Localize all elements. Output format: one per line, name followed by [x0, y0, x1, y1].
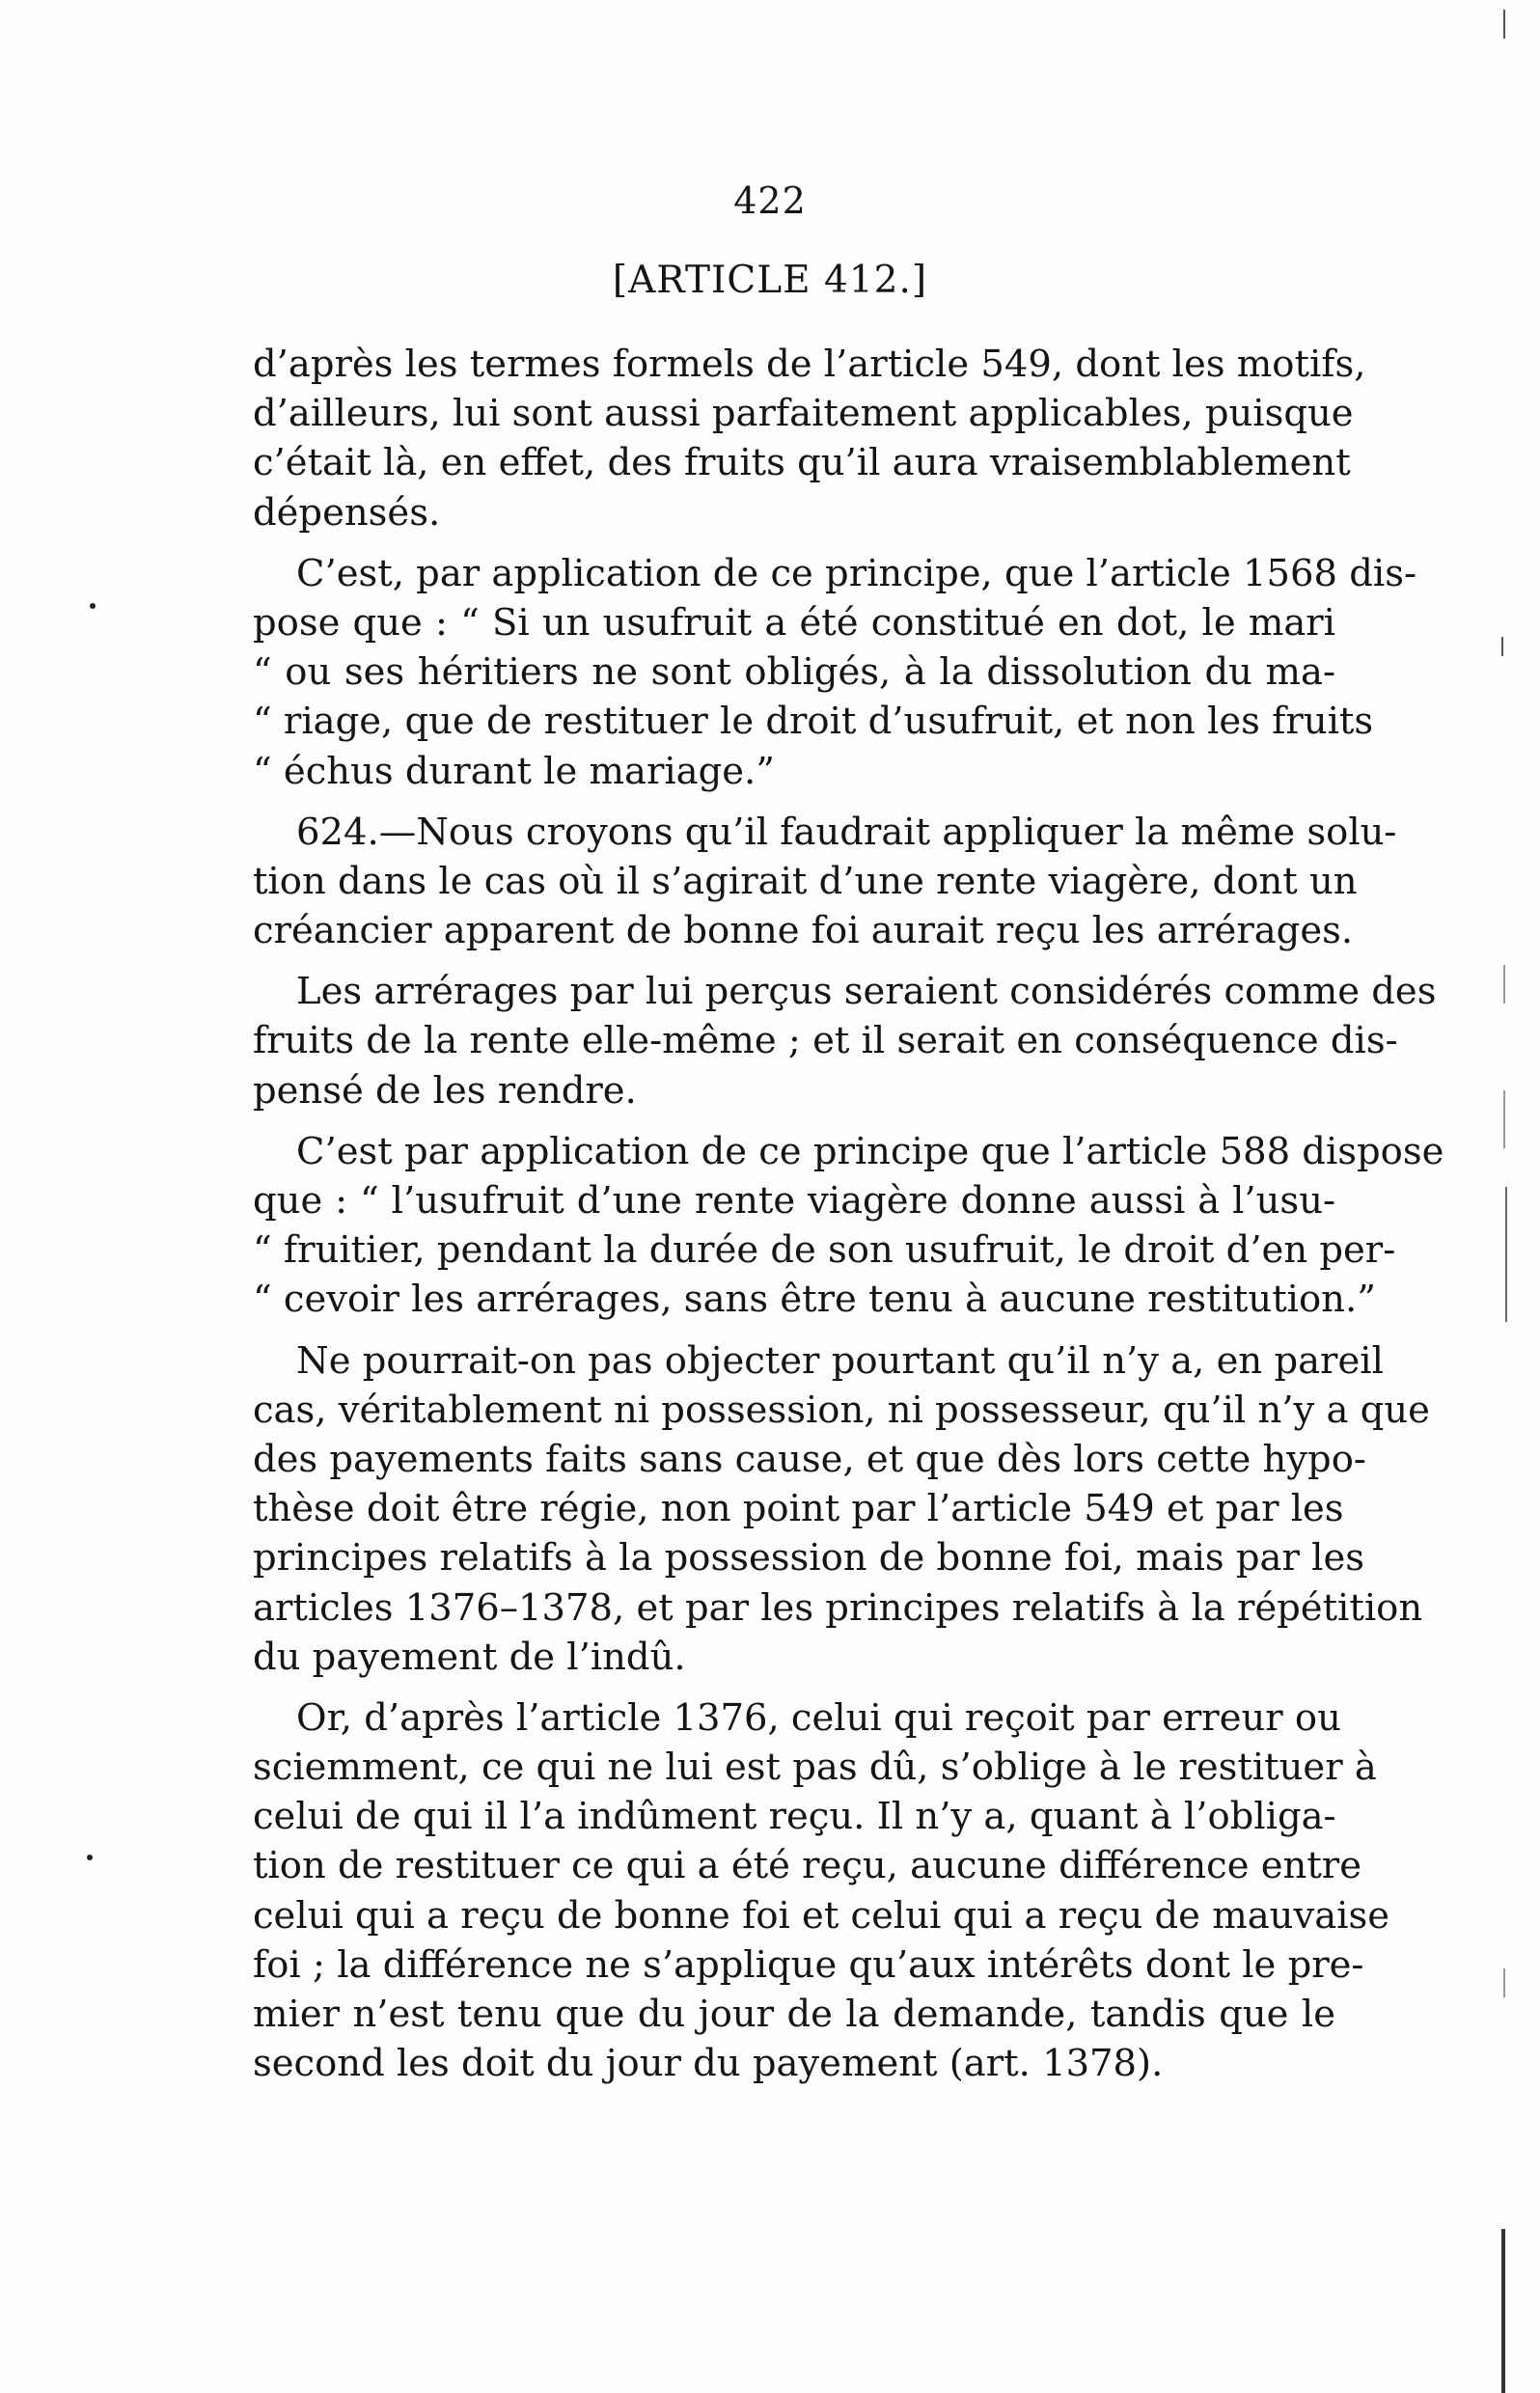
text-line: sciemment, ce qui ne lui est pas dû, s’oblige à le restituer à: [253, 1746, 1377, 1790]
text-line: C’est, par application de ce principe, que l’article 1568 dis-: [296, 551, 1416, 595]
text-line: foi ; la différence ne s’applique qu’aux intérêts dont le pre-: [253, 1942, 1364, 1987]
page-number: 422: [733, 179, 807, 222]
text-line: d’ailleurs, lui sont aussi parfaitement applicables, puisque: [253, 392, 1354, 436]
paragraph: [253, 1693, 1390, 2089]
text-line: pose que : “ Si un usufruit a été constitué en dot, le mari: [253, 600, 1335, 645]
paragraph: [253, 1336, 1430, 1682]
text-line: d’après les termes formels de l’article 549, dont les motifs,: [253, 343, 1366, 386]
text-line: Les arrérages par lui perçus seraient considérés comme des: [296, 970, 1437, 1014]
text-line: tion dans le cas où il s’agirait d’une rente viagère, dont un: [253, 859, 1358, 903]
text-line: thèse doit être régie, non point par l’article 549 et par les: [253, 1487, 1344, 1531]
scan-edge-marks: [1498, 0, 1511, 2390]
text-line: “ fruitier, pendant la durée de son usufruit, le droit d’en per-: [253, 1228, 1396, 1273]
body-text: [253, 340, 1444, 2088]
running-head: [ARTICLE 412.]: [612, 259, 928, 302]
text-line: celui qui a reçu de bonne foi et celui qui a reçu de mauvaise: [253, 1893, 1390, 1938]
text-line: “ ou ses héritiers ne sont obligés, à la dissolution du ma-: [253, 650, 1335, 695]
text-line: créancier apparent de bonne foi aurait reçu les arrérages.: [253, 909, 1354, 953]
text-line: dépensés.: [253, 490, 441, 535]
text-line: Or, d’après l’article 1376, celui qui reçoit par erreur ou: [296, 1695, 1341, 1740]
text-line: pensé de les rendre.: [253, 1068, 637, 1113]
text-line: c’était là, en effet, des fruits qu’il aura vraisemblablement: [253, 441, 1351, 485]
text-line: principes relatifs à la possession de bonne foi, mais par les: [253, 1536, 1364, 1581]
ink-speck: [87, 1855, 93, 1860]
paragraph: [253, 808, 1397, 956]
text-line: Ne pourrait-on pas objecter pourtant qu’il n’y a, en pareil: [296, 1338, 1384, 1383]
text-line: “ échus durant le mariage.”: [253, 749, 775, 793]
text-line: 624.—Nous croyons qu’il faudrait appliquer la même solu-: [296, 810, 1397, 854]
ink-speck: [90, 603, 96, 609]
text-line: fruits de la rente elle-même ; et il serait en conséquence dis-: [253, 1019, 1398, 1063]
text-line: celui de qui il l’a indûment reçu. Il n’y a, quant à l’obliga-: [253, 1795, 1336, 1839]
text-line: mier n’est tenu que du jour de la demande, tandis que le: [253, 1993, 1335, 2036]
paragraph: [253, 549, 1416, 796]
text-line: “ cevoir les arrérages, sans être tenu à aucune restitution.”: [253, 1278, 1376, 1322]
text-line: que : “ l’usufruit d’une rente viagère donne aussi à l’usu-: [253, 1179, 1335, 1223]
text-line: “ riage, que de restituer le droit d’usufruit, et non les fruits: [253, 700, 1374, 744]
text-line: second les doit du jour du payement (art. 1378).: [253, 2042, 1164, 2086]
paragraph: [253, 340, 1366, 537]
text-line: cas, véritablement ni possession, ni possesseur, qu’il n’y a que: [253, 1388, 1430, 1432]
text-line: des payements faits sans cause, et que dès lors cette hypo-: [253, 1437, 1366, 1481]
text-line: articles 1376–1378, et par les principes relatifs à la répétition: [253, 1585, 1423, 1630]
text-line: C’est par application de ce principe que l’article 588 dispose: [296, 1129, 1444, 1173]
text-line: tion de restituer ce qui a été reçu, aucune différence entre: [253, 1844, 1361, 1888]
paragraph: [253, 1127, 1444, 1325]
paragraph: [253, 967, 1437, 1115]
text-line: du payement de l’indû.: [253, 1635, 686, 1679]
